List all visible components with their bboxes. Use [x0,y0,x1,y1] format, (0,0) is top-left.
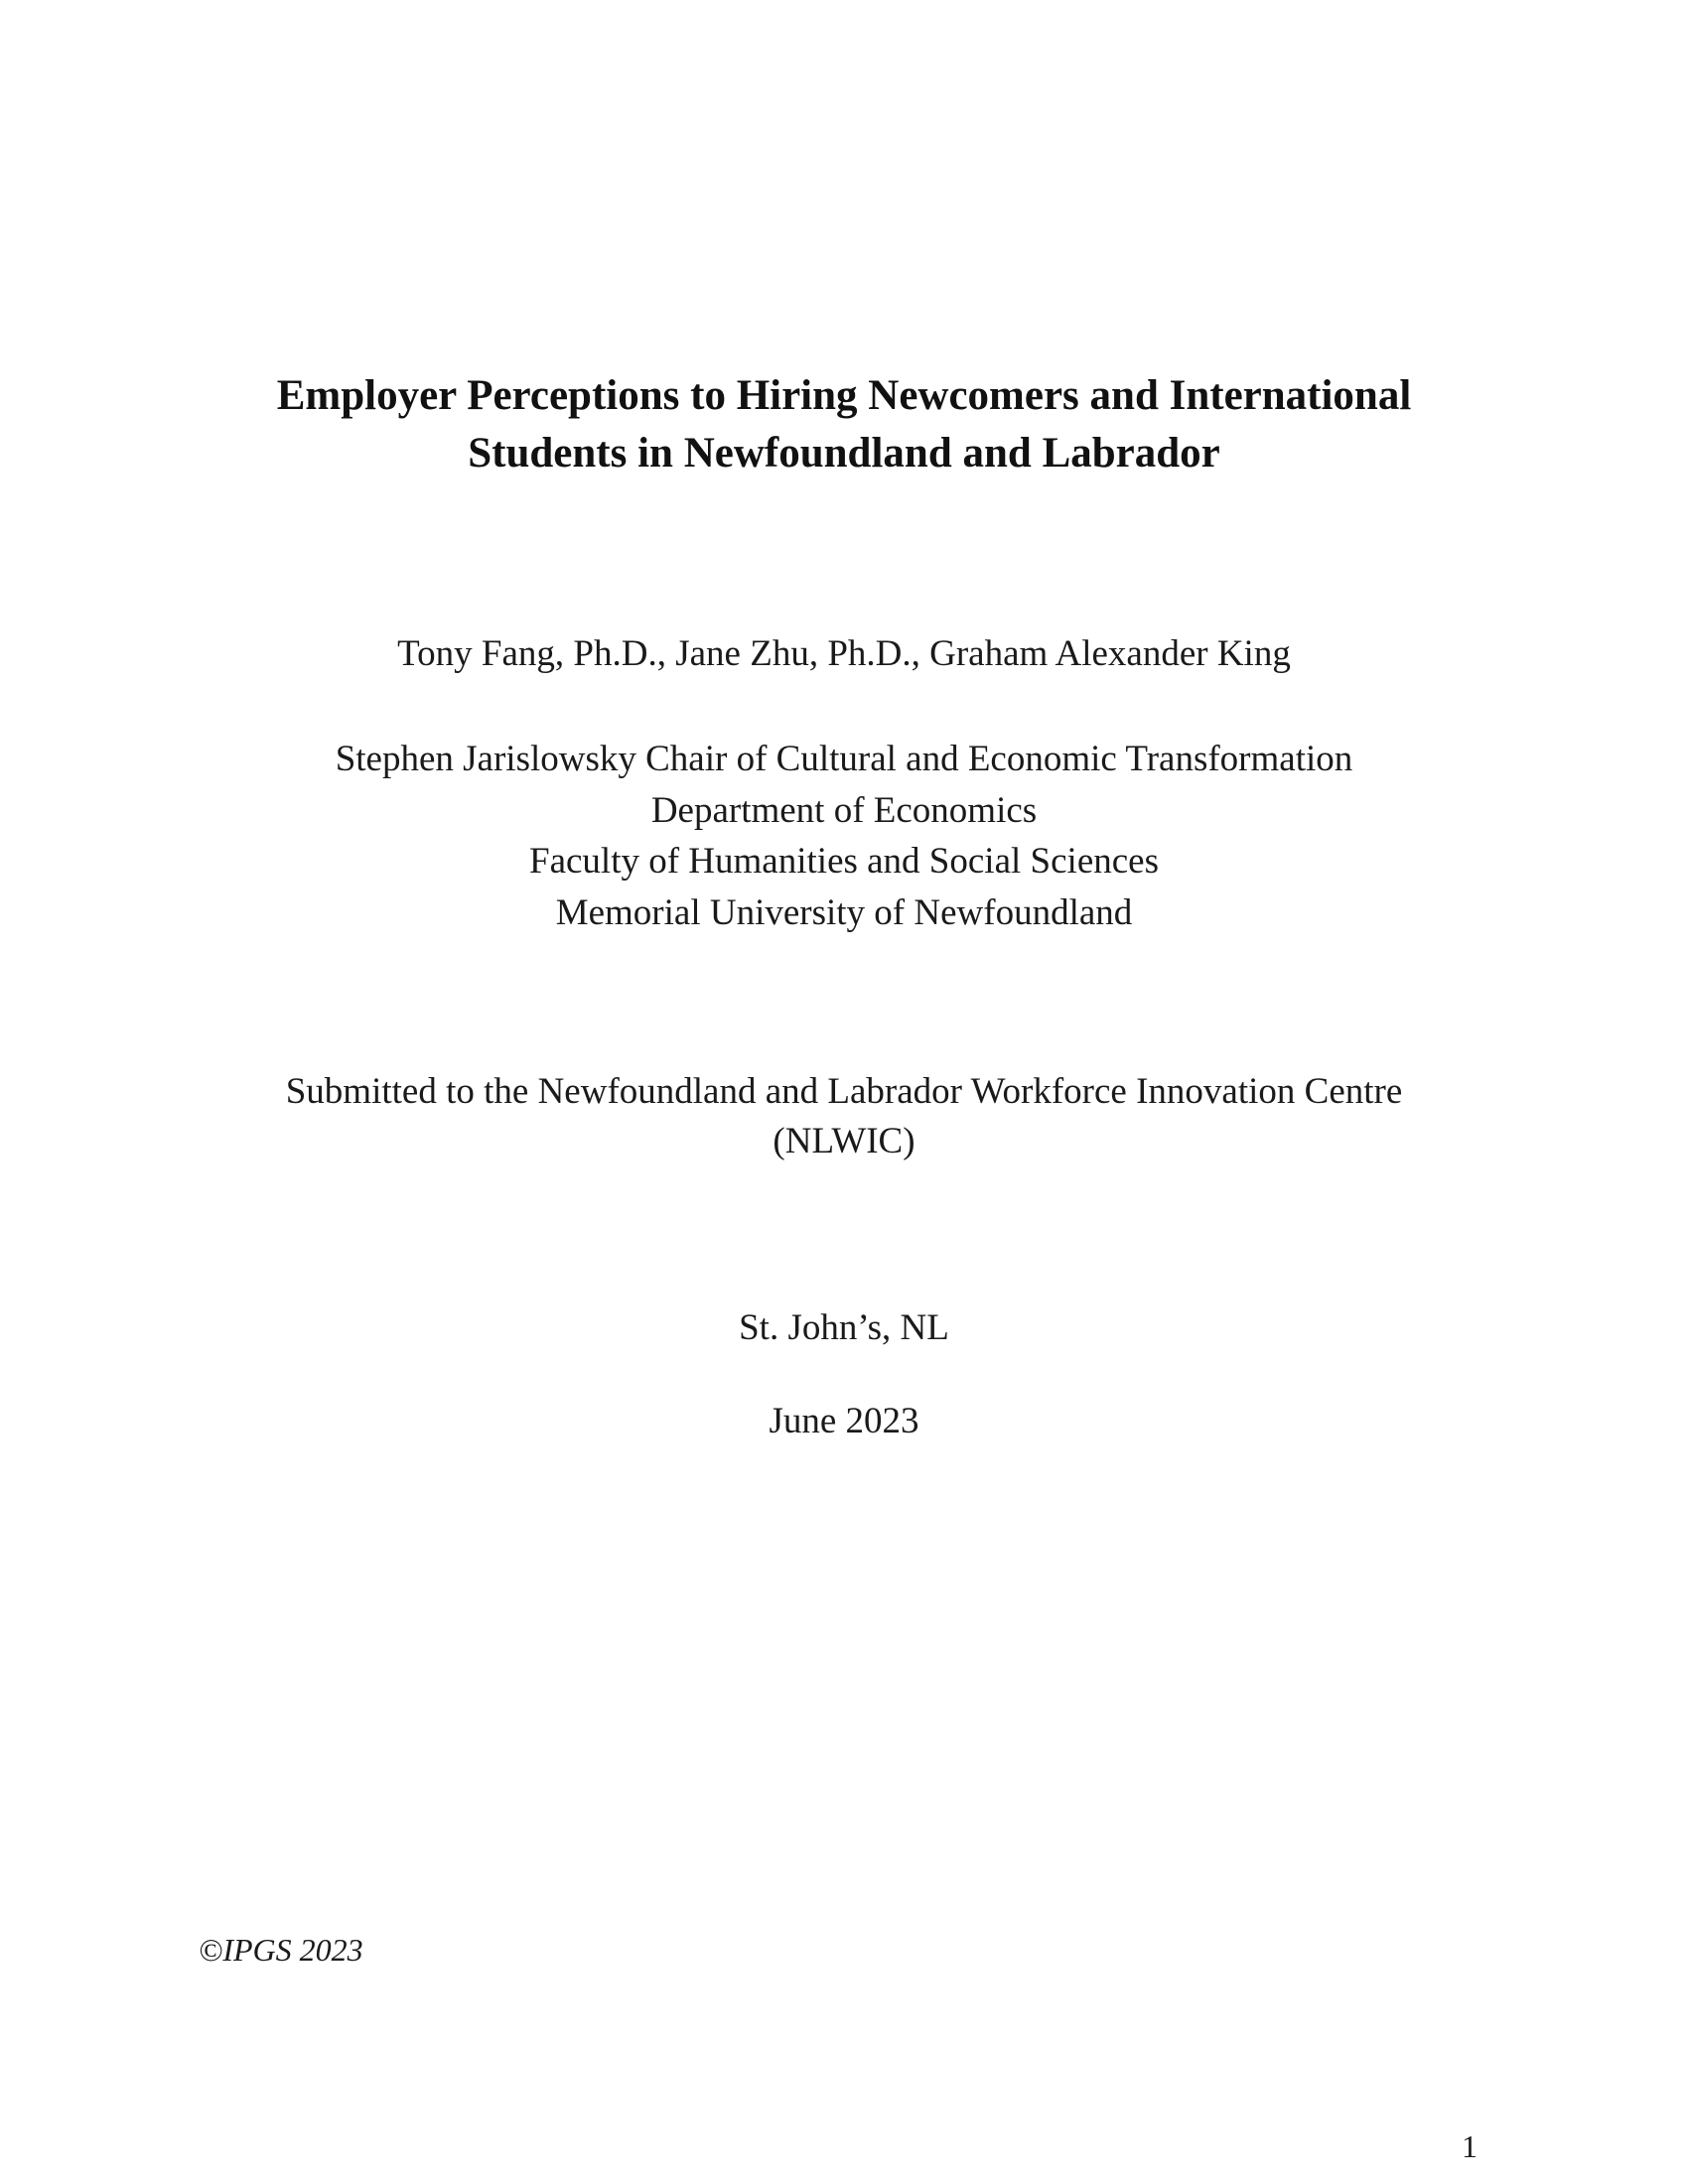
publication-place: St. John’s, NL [739,1307,949,1348]
affiliation-university: Memorial University of Newfoundland [555,891,1133,933]
title-line-2: Students in Newfoundland and Labrador [468,430,1220,477]
affiliation-chair: Stephen Jarislowsky Chair of Cultural and Economic Transformation [335,739,1353,779]
copyright-notice: ©IPGS 2023 [199,1932,363,1968]
submitted-to-block [0,1067,1688,1166]
affiliation-department: Department of Economics [650,789,1038,831]
affiliation-block [0,734,1688,938]
affiliation-faculty: Faculty of Humanities and Social Sciences [529,841,1159,882]
publication-date: June 2023 [769,1401,919,1441]
document-title [0,367,1688,482]
title-line-1: Employer Perceptions to Hiring Newcomers and International [276,372,1412,419]
page-number: 1 [1462,2128,1477,2164]
authors-line: Tony Fang, Ph.D., Jane Zhu, Ph.D., Graham Alexander King [397,633,1291,674]
submitted-line-2: (NLWIC) [773,1121,915,1161]
submitted-line-1: Submitted to the Newfoundland and Labrador Workforce Innovation Centre [285,1071,1403,1112]
